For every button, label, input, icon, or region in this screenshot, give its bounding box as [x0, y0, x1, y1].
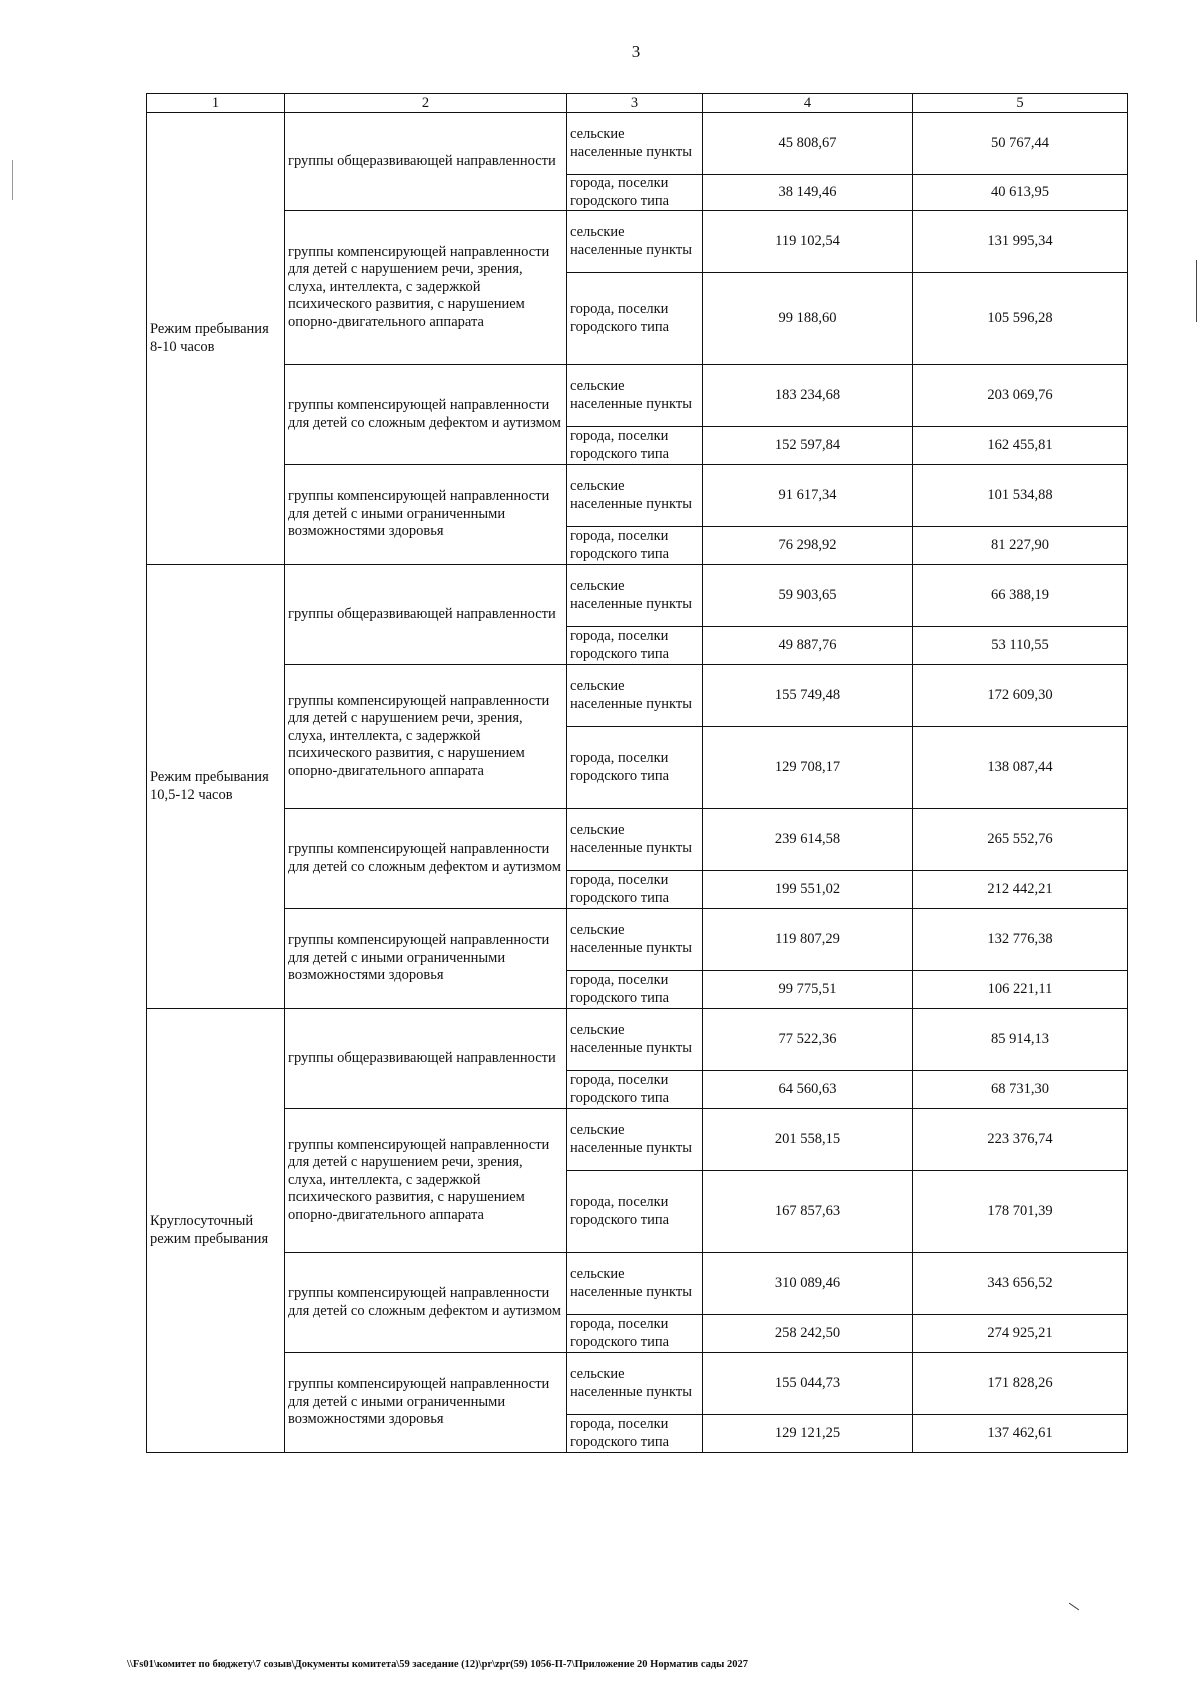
group-cell: группы компенсирующей направленности для детей с нарушением речи, зрения, слуха, интеллекта, с задержкой психического развития, с нарушением опорно-двигательного аппарата — [285, 1109, 567, 1253]
table-row — [147, 465, 1128, 527]
value-cell-col5: 106 221,11 — [913, 971, 1128, 1009]
settlement-type-cell: города, поселки городского типа — [567, 527, 703, 565]
value-cell-col4: 99 775,51 — [703, 971, 913, 1009]
value-cell-col5: 138 087,44 — [913, 727, 1128, 809]
group-cell: группы компенсирующей направленности для детей с нарушением речи, зрения, слуха, интеллекта, с задержкой психического развития, с нарушением опорно-двигательного аппарата — [285, 665, 567, 809]
value-cell-col5: 81 227,90 — [913, 527, 1128, 565]
settlement-type-cell: города, поселки городского типа — [567, 1415, 703, 1453]
value-cell-col5: 131 995,34 — [913, 211, 1128, 273]
table-row — [147, 809, 1128, 871]
value-cell-col4: 183 234,68 — [703, 365, 913, 427]
value-cell-col4: 91 617,34 — [703, 465, 913, 527]
value-cell-col5: 203 069,76 — [913, 365, 1128, 427]
value-cell-col4: 59 903,65 — [703, 565, 913, 627]
group-cell: группы компенсирующей направленности для детей со сложным дефектом и аутизмом — [285, 809, 567, 909]
table-row — [147, 1253, 1128, 1315]
normative-table — [146, 93, 1128, 1453]
value-cell-col4: 49 887,76 — [703, 627, 913, 665]
value-cell-col4: 167 857,63 — [703, 1171, 913, 1253]
table-row — [147, 1109, 1128, 1171]
settlement-type-cell: сельские населенные пункты — [567, 909, 703, 971]
value-cell-col4: 199 551,02 — [703, 871, 913, 909]
group-cell: группы компенсирующей направленности для детей с иными ограниченными возможностями здоровья — [285, 909, 567, 1009]
file-path-footer: \\Fs01\комитет по бюджету\7 созыв\Документы комитета\59 заседание (12)\pr\zpr(59) 1056-П-7\Приложение 20 Норматив сады 2027 — [127, 1659, 749, 1670]
settlement-type-cell: сельские населенные пункты — [567, 809, 703, 871]
value-cell-col5: 162 455,81 — [913, 427, 1128, 465]
group-cell: группы компенсирующей направленности для детей с нарушением речи, зрения, слуха, интеллекта, с задержкой психического развития, с нарушением опорно-двигательного аппарата — [285, 211, 567, 365]
value-cell-col4: 77 522,36 — [703, 1009, 913, 1071]
group-cell: группы компенсирующей направленности для детей с иными ограниченными возможностями здоровья — [285, 465, 567, 565]
value-cell-col4: 155 044,73 — [703, 1353, 913, 1415]
value-cell-col4: 258 242,50 — [703, 1315, 913, 1353]
value-cell-col4: 64 560,63 — [703, 1071, 913, 1109]
value-cell-col5: 178 701,39 — [913, 1171, 1128, 1253]
value-cell-col5: 101 534,88 — [913, 465, 1128, 527]
group-cell: группы компенсирующей направленности для детей со сложным дефектом и аутизмом — [285, 365, 567, 465]
group-cell: группы общеразвивающей направленности — [285, 565, 567, 665]
mode-cell: Круглосуточный режим пребывания — [147, 1009, 285, 1453]
settlement-type-cell: города, поселки городского типа — [567, 871, 703, 909]
table-row — [147, 113, 1128, 175]
value-cell-col5: 171 828,26 — [913, 1353, 1128, 1415]
value-cell-col5: 40 613,95 — [913, 175, 1128, 211]
column-header: 2 — [285, 94, 567, 113]
table-row — [147, 665, 1128, 727]
value-cell-col4: 45 808,67 — [703, 113, 913, 175]
value-cell-col5: 85 914,13 — [913, 1009, 1128, 1071]
settlement-type-cell: сельские населенные пункты — [567, 1253, 703, 1315]
settlement-type-cell: сельские населенные пункты — [567, 1009, 703, 1071]
value-cell-col4: 119 102,54 — [703, 211, 913, 273]
value-cell-col4: 129 708,17 — [703, 727, 913, 809]
scan-mark — [1069, 1603, 1079, 1611]
value-cell-col4: 99 188,60 — [703, 273, 913, 365]
settlement-type-cell: сельские населенные пункты — [567, 365, 703, 427]
value-cell-col5: 265 552,76 — [913, 809, 1128, 871]
column-header: 3 — [567, 94, 703, 113]
column-header: 1 — [147, 94, 285, 113]
column-header: 5 — [913, 94, 1128, 113]
value-cell-col5: 274 925,21 — [913, 1315, 1128, 1353]
settlement-type-cell: сельские населенные пункты — [567, 465, 703, 527]
column-header: 4 — [703, 94, 913, 113]
settlement-type-cell: сельские населенные пункты — [567, 211, 703, 273]
group-cell: группы компенсирующей направленности для детей со сложным дефектом и аутизмом — [285, 1253, 567, 1353]
settlement-type-cell: сельские населенные пункты — [567, 665, 703, 727]
settlement-type-cell: города, поселки городского типа — [567, 175, 703, 211]
value-cell-col5: 223 376,74 — [913, 1109, 1128, 1171]
value-cell-col4: 129 121,25 — [703, 1415, 913, 1453]
value-cell-col4: 38 149,46 — [703, 175, 913, 211]
settlement-type-cell: города, поселки городского типа — [567, 1171, 703, 1253]
table-row — [147, 1009, 1128, 1071]
value-cell-col4: 76 298,92 — [703, 527, 913, 565]
value-cell-col5: 66 388,19 — [913, 565, 1128, 627]
value-cell-col5: 137 462,61 — [913, 1415, 1128, 1453]
table-row — [147, 909, 1128, 971]
value-cell-col5: 50 767,44 — [913, 113, 1128, 175]
value-cell-col5: 68 731,30 — [913, 1071, 1128, 1109]
table-row — [147, 1353, 1128, 1415]
group-cell: группы общеразвивающей направленности — [285, 113, 567, 211]
settlement-type-cell: сельские населенные пункты — [567, 113, 703, 175]
settlement-type-cell: города, поселки городского типа — [567, 1315, 703, 1353]
value-cell-col5: 172 609,30 — [913, 665, 1128, 727]
column-number-row — [147, 94, 1128, 113]
mode-cell: Режим пребывания 8-10 часов — [147, 113, 285, 565]
value-cell-col4: 239 614,58 — [703, 809, 913, 871]
settlement-type-cell: сельские населенные пункты — [567, 1109, 703, 1171]
table-body — [147, 113, 1128, 1453]
value-cell-col5: 212 442,21 — [913, 871, 1128, 909]
settlement-type-cell: сельские населенные пункты — [567, 1353, 703, 1415]
settlement-type-cell: города, поселки городского типа — [567, 273, 703, 365]
settlement-type-cell: города, поселки городского типа — [567, 427, 703, 465]
table-row — [147, 365, 1128, 427]
value-cell-col5: 53 110,55 — [913, 627, 1128, 665]
value-cell-col5: 343 656,52 — [913, 1253, 1128, 1315]
settlement-type-cell: города, поселки городского типа — [567, 727, 703, 809]
scan-mark — [1196, 260, 1197, 322]
value-cell-col4: 152 597,84 — [703, 427, 913, 465]
table-row — [147, 211, 1128, 273]
settlement-type-cell: города, поселки городского типа — [567, 627, 703, 665]
value-cell-col5: 105 596,28 — [913, 273, 1128, 365]
settlement-type-cell: сельские населенные пункты — [567, 565, 703, 627]
table-row — [147, 565, 1128, 627]
settlement-type-cell: города, поселки городского типа — [567, 1071, 703, 1109]
value-cell-col4: 155 749,48 — [703, 665, 913, 727]
mode-cell: Режим пребывания 10,5-12 часов — [147, 565, 285, 1009]
value-cell-col4: 310 089,46 — [703, 1253, 913, 1315]
group-cell: группы общеразвивающей направленности — [285, 1009, 567, 1109]
value-cell-col4: 119 807,29 — [703, 909, 913, 971]
group-cell: группы компенсирующей направленности для детей с иными ограниченными возможностями здоровья — [285, 1353, 567, 1453]
page-number: 3 — [631, 42, 641, 61]
scan-mark — [12, 160, 13, 200]
value-cell-col5: 132 776,38 — [913, 909, 1128, 971]
settlement-type-cell: города, поселки городского типа — [567, 971, 703, 1009]
value-cell-col4: 201 558,15 — [703, 1109, 913, 1171]
